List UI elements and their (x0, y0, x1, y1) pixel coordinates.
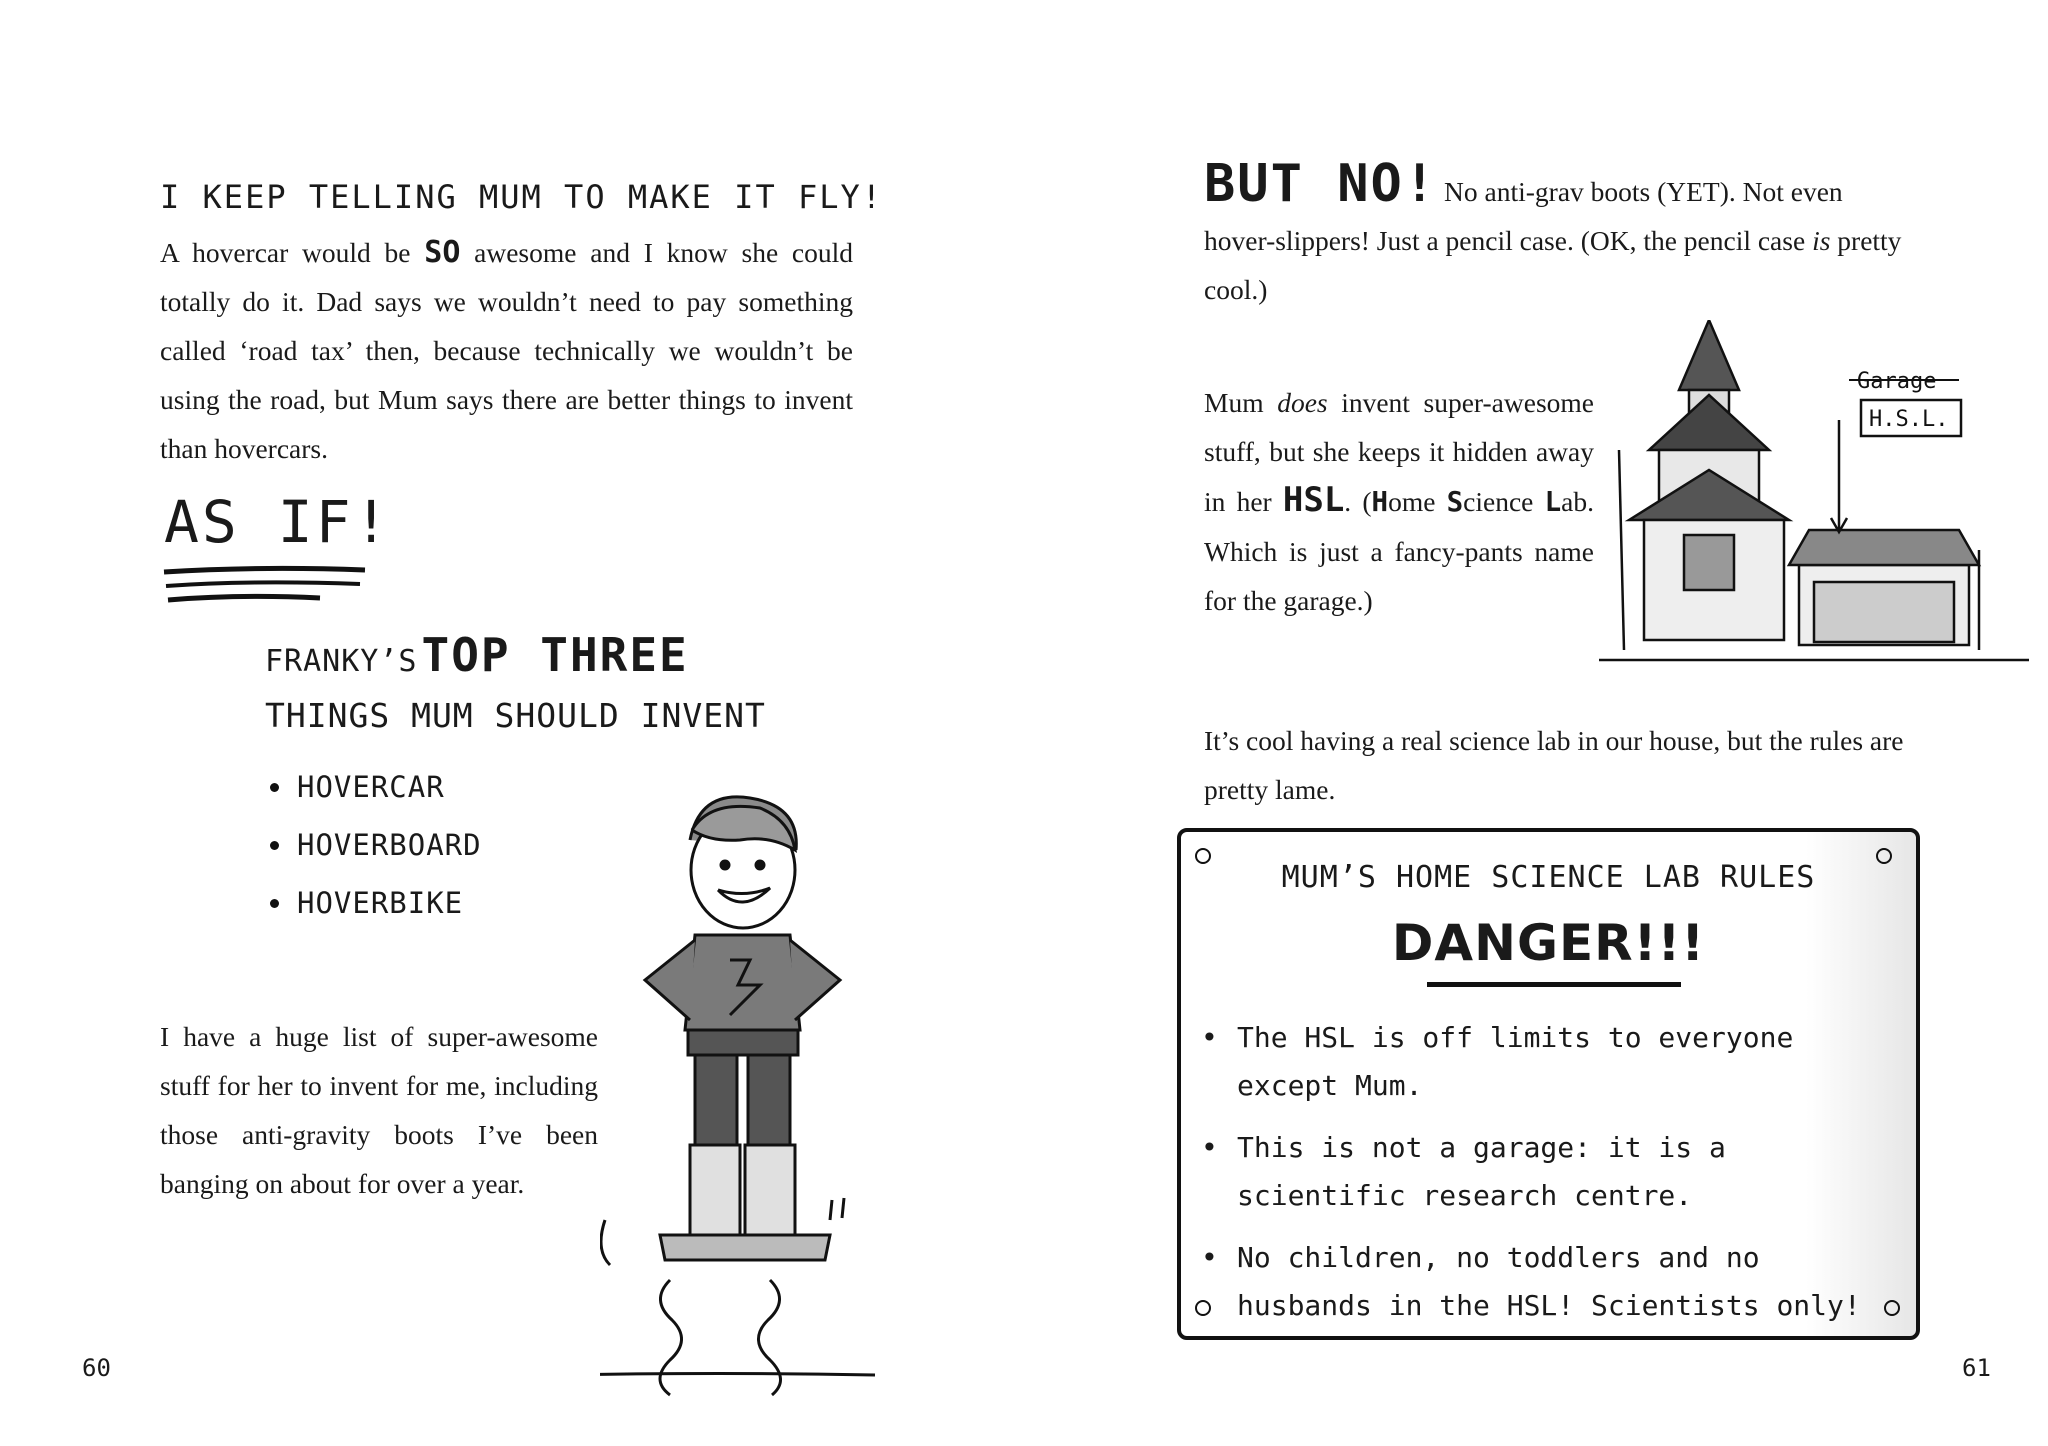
para1-rest: awesome and I know she could totally do it. Dad says we wouldn’t need to pay something called ‘road tax’ then, because technically we wouldn’t be using the road, but Mum says there are better things to invent than hovercars. (160, 237, 854, 464)
rule-item: • No children, no toddlers and no husbands in the HSL! Scientists only! (1195, 1234, 1875, 1330)
page-number-right: 61 (1962, 1354, 1991, 1382)
right-paragraph-3: It’s cool having a real science lab in our house, but the rules are pretty lame. (1204, 725, 1904, 805)
screw-icon (1884, 1300, 1900, 1316)
but-no-heading: BUT NO! (1204, 154, 1438, 214)
boy-on-hoverboots-illustration (600, 780, 880, 1400)
hsl-emphasis: HSL (1282, 480, 1345, 520)
does-emphasis: does (1277, 387, 1328, 418)
is-emphasis: is (1812, 225, 1831, 256)
para1-start: A hovercar would be (160, 237, 425, 268)
as-if-exclaim: AS IF! (164, 488, 392, 556)
left-heading: I KEEP TELLING MUM TO MAKE IT FLY! (160, 178, 884, 216)
left-paragraph-2: I have a huge list of super-awesome stuff for her to invent for me, including those anti-gravity boots I’ve been banging on about for over a year. (160, 1021, 598, 1199)
danger-underline (1427, 982, 1681, 987)
para1-rest: No anti-grav boots (YET). Not even hover-slippers! Just a pencil case. (OK, the pencil case (1204, 176, 1843, 256)
list-item: HOVERBOARD (270, 816, 482, 874)
hsl-sign-label: H.S.L. (1869, 407, 1949, 432)
invention-list (270, 758, 482, 932)
list-item: HOVERBIKE (270, 874, 482, 932)
as-if-underline (160, 560, 370, 610)
left-paragraph-1 (160, 228, 853, 473)
house-illustration (1599, 320, 2048, 700)
garage-label: Garage (1857, 369, 1937, 394)
para1-end: pretty cool.) (1204, 225, 1902, 305)
rules-sign (1177, 828, 1920, 1340)
right-paragraph-1 (1204, 154, 1915, 314)
right-page (1024, 0, 2048, 1446)
rule-item: • The HSL is off limits to everyone except Mum. (1195, 1014, 1875, 1110)
right-paragraph-2: Mum does invent super-awesome stuff, but she keeps it hidden away in her HSL. (Home Science Lab. Which is just a fancy-pants name for the garage.) (1204, 387, 1595, 616)
so-emphasis: SO (424, 235, 461, 270)
rule-item: • This is not a garage: it is a scientific research centre. (1195, 1124, 1875, 1220)
list-title-big: TOP THREE (421, 628, 689, 682)
list-title (265, 628, 689, 682)
list-subtitle: THINGS MUM SHOULD INVENT (265, 696, 766, 735)
sign-danger: DANGER!!! (1391, 914, 1706, 972)
rules-list (1195, 1014, 1875, 1344)
list-item: HOVERCAR (270, 758, 482, 816)
sign-title: MUM’S HOME SCIENCE LAB RULES (1281, 860, 1816, 895)
page-number-left: 60 (82, 1354, 111, 1382)
list-title-small: FRANKY’S (265, 644, 418, 679)
